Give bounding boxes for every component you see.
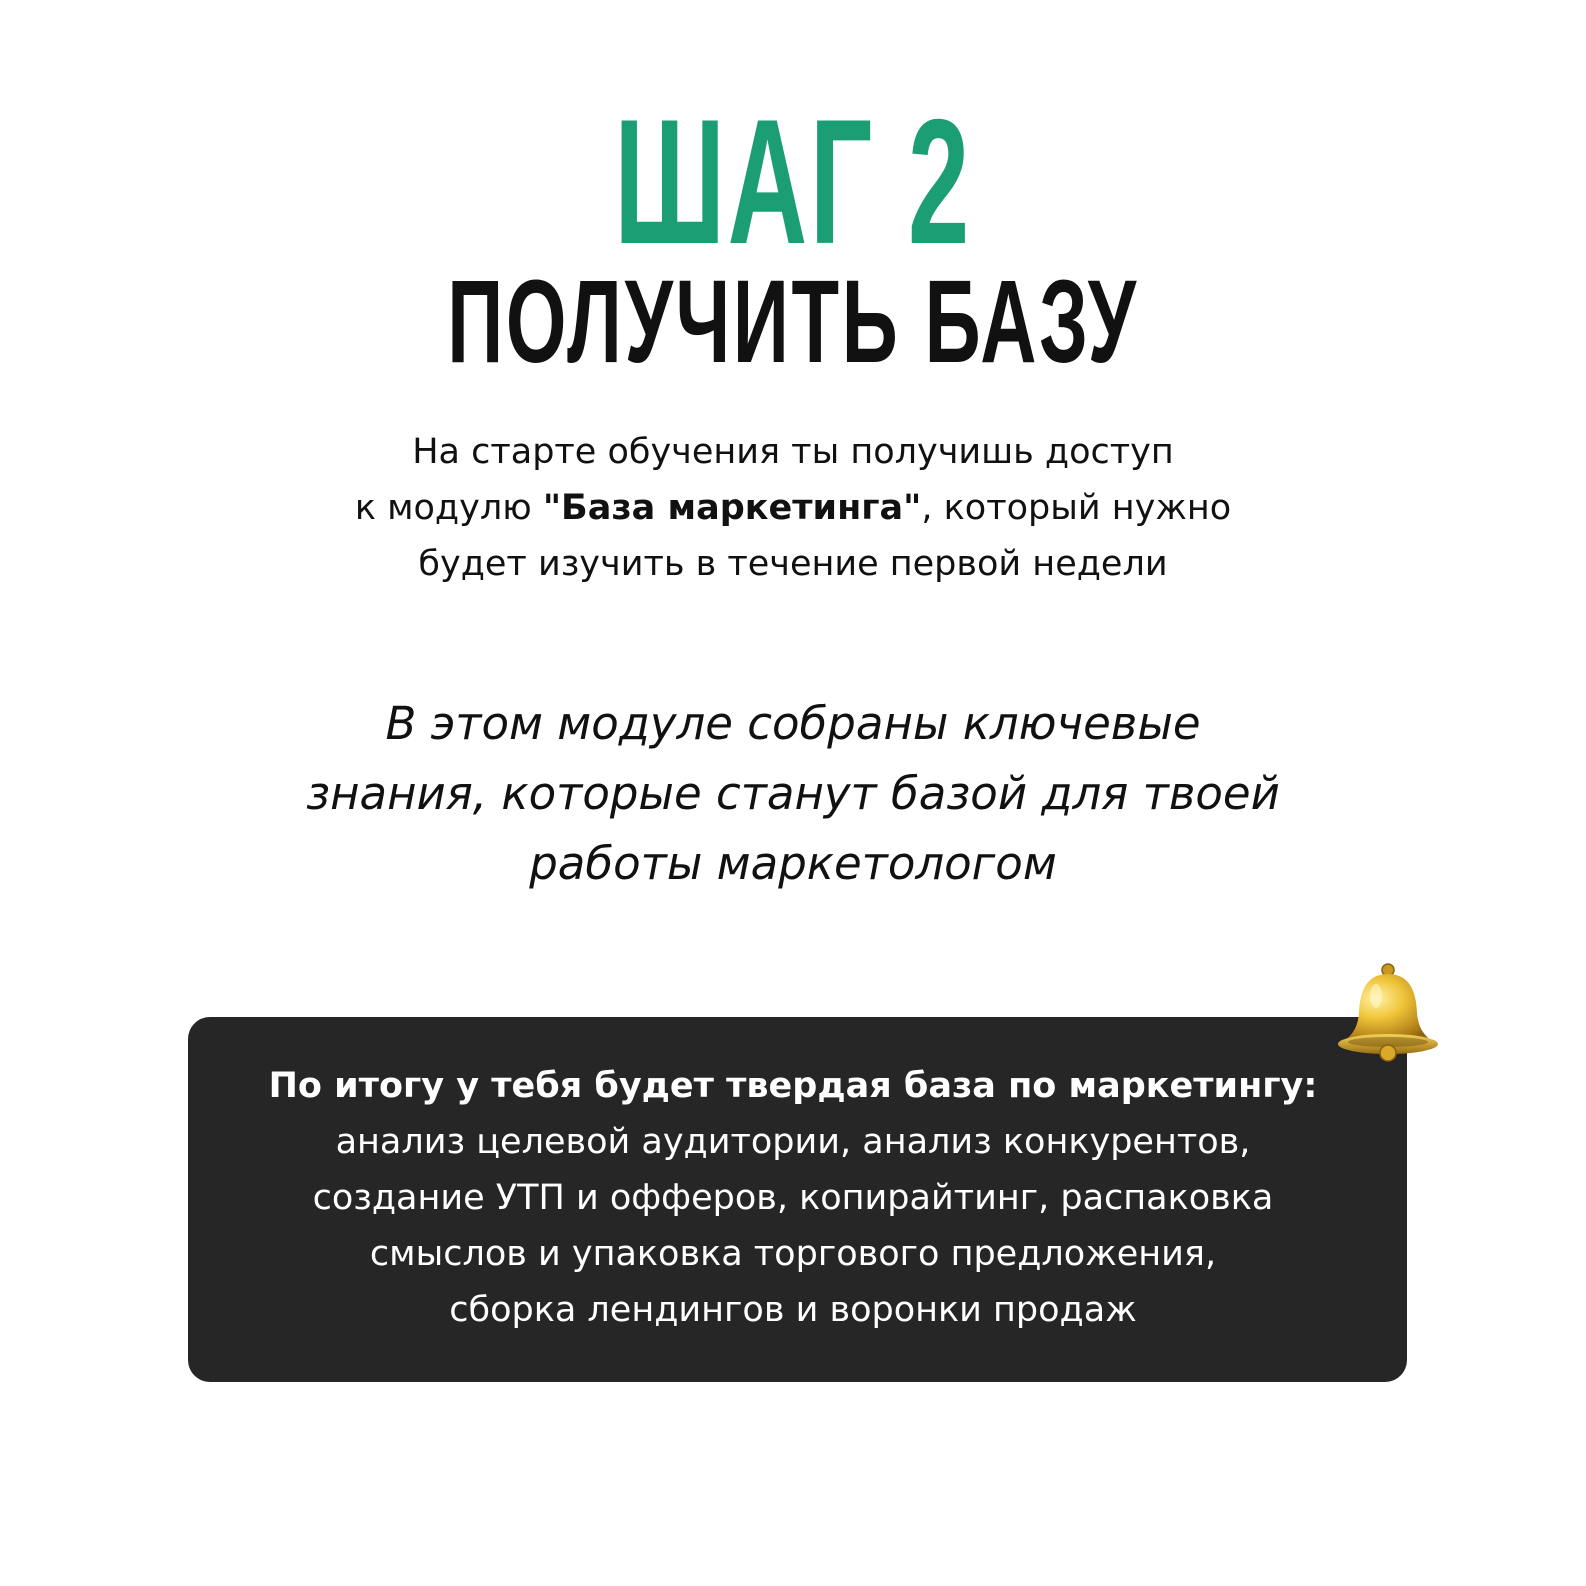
intro-text (0, 424, 1586, 592)
quote-line-2: знания, которые станут базой для твоей (306, 767, 1280, 820)
module-quote (0, 689, 1586, 899)
page-title: ПОЛУЧИТЬ БАЗУ (447, 256, 1139, 388)
summary-line-1: анализ целевой аудитории, анализ конкурентов, (335, 1122, 1251, 1162)
quote-line-1: В этом модуле собраны ключевые (385, 697, 1201, 750)
intro-line-3: будет изучить в течение первой недели (418, 544, 1168, 584)
intro-line-1: На старте обучения ты получишь доступ (412, 432, 1174, 472)
module-name: "База маркетинга" (542, 488, 922, 528)
summary-heading: По итогу у тебя будет твердая база по маркетингу: (268, 1066, 1318, 1106)
intro-line-2-prefix: к модулю (354, 488, 543, 528)
summary-line-2: создание УТП и офферов, копирайтинг, распаковка (312, 1178, 1274, 1218)
summary-line-4: сборка лендингов и воронки продаж (449, 1290, 1137, 1330)
bell-icon (1330, 960, 1442, 1072)
intro-line-2-suffix: , который нужно (921, 488, 1232, 528)
step-number: ШАГ 2 (614, 82, 972, 281)
intro-line-2 (0, 480, 1586, 536)
summary-text (0, 1058, 1586, 1338)
quote-line-3: работы маркетологом (529, 837, 1057, 890)
summary-line-3: смыслов и упаковка торгового предложения, (369, 1234, 1217, 1274)
